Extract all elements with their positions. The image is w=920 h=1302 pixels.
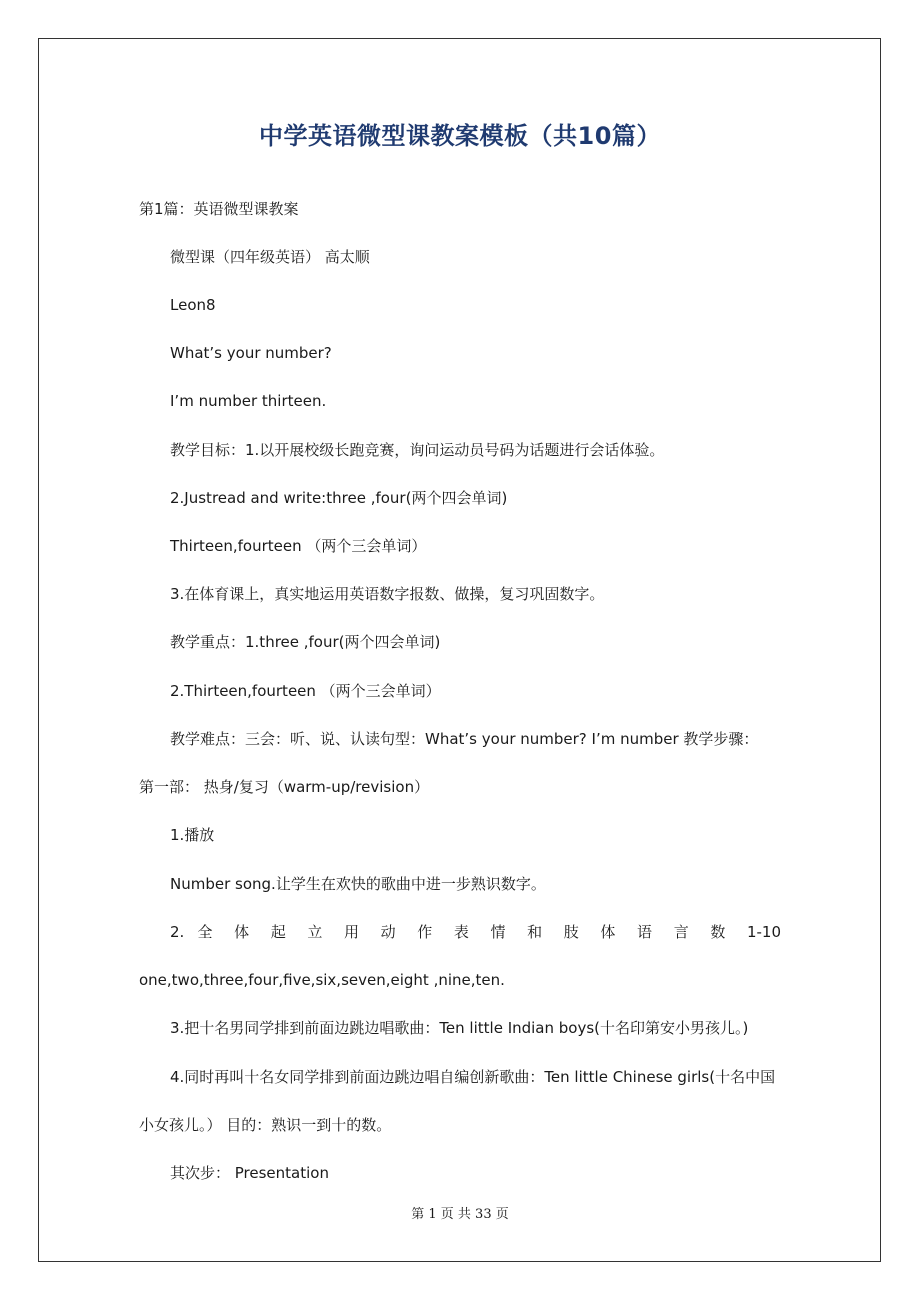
- paragraph-line: 3.在体育课上，真实地运用英语数字报数、做操，复习巩固数字。: [170, 585, 605, 603]
- paragraph-line: I’m number thirteen.: [170, 392, 327, 410]
- paragraph-line: 教学重点：1.three ,four(两个四会单词): [170, 633, 441, 651]
- page-number-footer: 第 1 页 共 33 页: [411, 1207, 509, 1222]
- section-heading: 第1篇：英语微型课教案: [139, 200, 299, 218]
- paragraph-line: What’s your number?: [170, 344, 332, 362]
- paragraph-line: 2. 全 体 起 立 用 动 作 表 情 和 肢 体 语 言 数 1-10: [170, 923, 781, 941]
- paragraph-line: Leon8: [170, 296, 216, 314]
- paragraph-line: 第一部： 热身/复习（warm-up/revision）: [139, 778, 430, 796]
- paragraph-line: 教学目标：1.以开展校级长跑竞赛，询问运动员号码为话题进行会话体验。: [170, 441, 665, 459]
- document-title: 中学英语微型课教案模板（共10篇）: [259, 122, 661, 150]
- paragraph-line: Number song.让学生在欢快的歌曲中进一步熟识数字。: [170, 875, 546, 893]
- paragraph-line: 2.Thirteen,fourteen （两个三会单词）: [170, 682, 441, 700]
- paragraph-line: one,two,three,four,five,six,seven,eight ,nine,ten.: [139, 971, 505, 989]
- paragraph-line: 微型课（四年级英语） 高太顺: [170, 248, 370, 266]
- paragraph-line: 教学难点：三会：听、说、认读句型：What’s your number? I’m number 教学步骤：: [170, 730, 759, 748]
- paragraph-line: 1.播放: [170, 826, 215, 844]
- paragraph-line: 3.把十名男同学排到前面边跳边唱歌曲：Ten little Indian boys(十名印第安小男孩儿。): [170, 1019, 749, 1037]
- paragraph-line: 2.Justread and write:three ,four(两个四会单词): [170, 489, 508, 507]
- paragraph-line: 4.同时再叫十名女同学排到前面边跳边唱自编创新歌曲：Ten little Chinese girls(十名中国: [170, 1068, 776, 1086]
- paragraph-line: Thirteen,fourteen （两个三会单词）: [170, 537, 427, 555]
- paragraph-line: 小女孩儿。） 目的：熟识一到十的数。: [139, 1116, 392, 1134]
- paragraph-line: 其次步： Presentation: [170, 1164, 329, 1182]
